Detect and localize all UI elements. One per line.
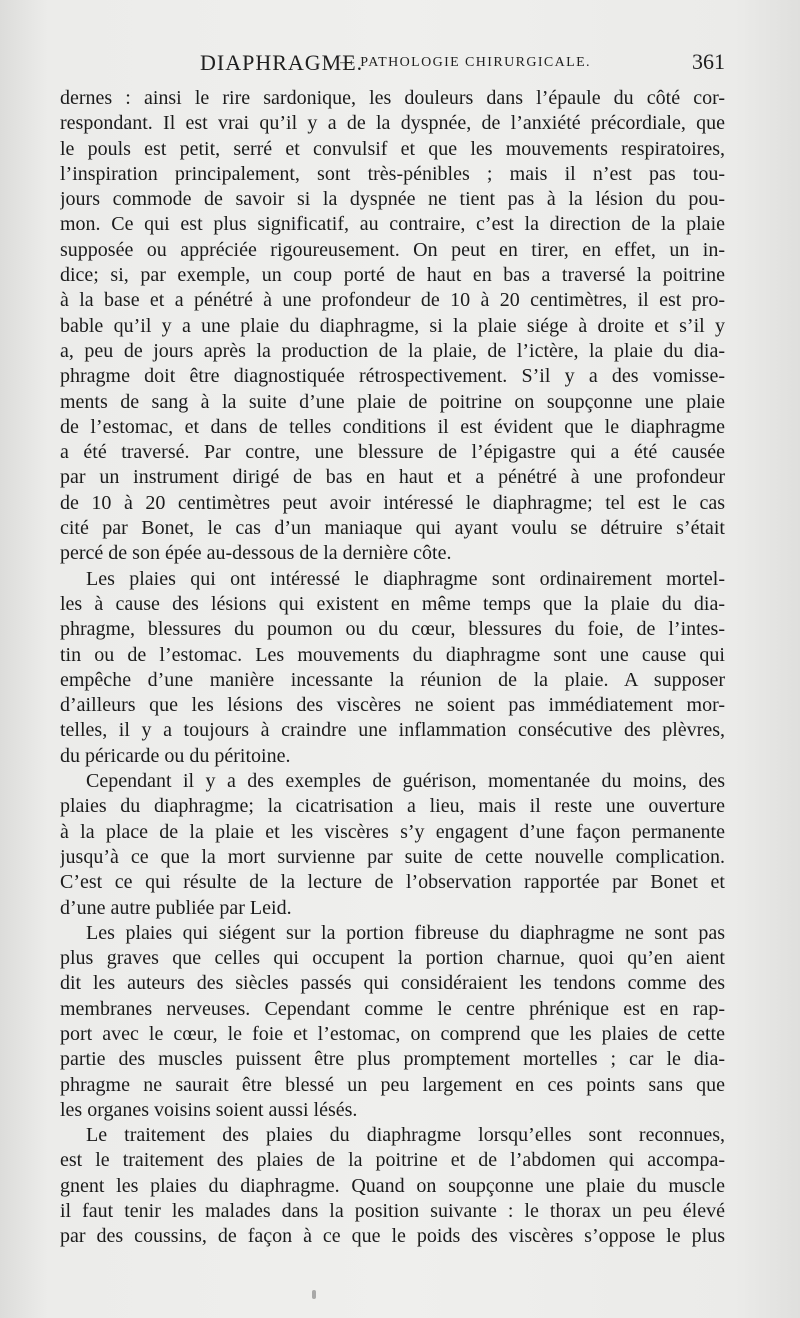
text-line: cité par Bonet, le cas d’un maniaque qui ayant voulu se détruire s’était: [60, 517, 725, 540]
text-line: percé de son épée au-dessous de la dernière côte.: [60, 542, 452, 565]
body-text: [60, 86, 725, 1250]
running-title: DIAPHRAGME.: [200, 50, 364, 75]
text-line: par des coussins, de façon à ce que le poids des viscères s’oppose le plus: [60, 1225, 725, 1248]
text-line: il faut tenir les malades dans la position suivante : le thorax un peu élevé: [60, 1200, 725, 1223]
text-line: Le traitement des plaies du diaphragme lorsqu’elles sont reconnues,: [86, 1124, 725, 1147]
text-line: respondant. Il est vrai qu’il y a de la dyspnée, de l’anxiété précordiale, que: [60, 112, 725, 135]
text-line: les à cause des lésions qui existent en même temps que la plaie du dia-: [60, 592, 725, 615]
text-line: tin ou de l’estomac. Les mouvements du diaphragme sont une cause qui: [60, 643, 725, 666]
text-line: de 10 à 20 centimètres peut avoir intéressé le diaphragme; tel est le cas: [60, 491, 725, 514]
text-line: ments de sang à la suite d’une plaie de poitrine on soupçonne une plaie: [60, 390, 725, 413]
text-line: dernes : ainsi le rire sardonique, les douleurs dans l’épaule du côté cor-: [60, 87, 725, 109]
text-line: port avec le cœur, le foie et l’estomac, on comprend que les plaies de cette: [60, 1022, 725, 1045]
ink-speck: [312, 1290, 316, 1299]
text-line: a, peu de jours après la production de la plaie, de l’ictère, la plaie du dia-: [60, 339, 725, 362]
text-line: a été traversé. Par contre, une blessure de l’épigastre qui a été causée: [60, 441, 725, 464]
text-line: empêche d’une manière incessante la réunion de la plaie. A supposer: [60, 668, 725, 691]
text-line: d’une autre publiée par Leid.: [60, 896, 292, 919]
text-line: d’ailleurs que les lésions des viscères ne soient pas immédiatement mor-: [60, 694, 725, 717]
text-line: Cependant il y a des exemples de guérison, momentanée du moins, des: [86, 770, 725, 793]
text-line: membranes nerveuses. Cependant comme le centre phrénique est en rap-: [60, 997, 725, 1020]
text-line: supposée ou appréciée rigoureusement. On peut en tirer, en effet, un in-: [60, 238, 725, 261]
text-line: le pouls est petit, serré et convulsif et que les mouvements respiratoires,: [60, 137, 725, 160]
text-line: par un instrument dirigé de bas en haut et a pénétré à une profondeur: [60, 466, 725, 489]
text-line: jours commode de savoir si la dyspnée ne tient pas à la lésion du pou-: [60, 188, 725, 211]
text-line: C’est ce qui résulte de la lecture de l’observation rapportée par Bonet et: [60, 871, 725, 894]
text-line: de l’estomac, et dans de telles conditions il est évident que le diaphragme: [60, 415, 725, 438]
text-line: l’inspiration principalement, sont très-pénibles ; mais il n’est pas tou-: [60, 162, 725, 185]
text-line: phragme doit être diagnostiquée rétrospectivement. S’il y a des vomisse-: [60, 365, 725, 388]
text-line: telles, il y a toujours à craindre une inflammation consécutive des plèvres,: [60, 719, 725, 742]
text-line: plus graves que celles qui occupent la portion charnue, quoi qu’en aient: [60, 947, 725, 970]
text-line: jusqu’à ce que la mort survienne par suite de cette nouvelle complication.: [60, 845, 725, 868]
text-line: les organes voisins soient aussi lésés.: [60, 1098, 358, 1121]
text-line: phragme ne saurait être blessé un peu largement en ces points sans que: [60, 1073, 725, 1096]
running-subtitle: — PATHOLOGIE CHIRURGICALE.: [340, 55, 591, 70]
text-line: partie des muscles puissent être plus promptement mortelles ; car le dia-: [60, 1048, 725, 1071]
text-line: dice; si, par exemple, un coup porté de haut en bas a traversé la poitrine: [60, 264, 725, 287]
text-line: est le traitement des plaies de la poitrine et de l’abdomen qui accompa-: [60, 1149, 725, 1172]
text-line: du péricarde ou du péritoine.: [60, 744, 291, 767]
text-line: plaies du diaphragme; la cicatrisation a lieu, mais il reste une ouverture: [60, 795, 725, 818]
text-line: dit les auteurs des siècles passés qui considéraient les tendons comme des: [60, 972, 725, 995]
text-line: phragme, blessures du poumon ou du cœur, blessures du foie, de l’intes-: [60, 618, 725, 641]
text-line: à la base et a pénétré à une profondeur de 10 à 20 centimètres, il est pro-: [60, 289, 725, 312]
text-line: gnent les plaies du diaphragme. Quand on soupçonne une plaie du muscle: [60, 1174, 725, 1197]
page-number: 361: [692, 49, 725, 74]
text-line: mon. Ce qui est plus significatif, au contraire, c’est la direction de la plaie: [60, 213, 725, 236]
text-line: Les plaies qui siégent sur la portion fibreuse du diaphragme ne sont pas: [86, 921, 725, 944]
running-header: [60, 46, 725, 80]
text-line: Les plaies qui ont intéressé le diaphragme sont ordinairement mortel-: [86, 567, 725, 590]
text-line: bable qu’il y a une plaie du diaphragme, si la plaie siége à droite et s’il y: [60, 314, 725, 337]
text-line: à la place de la plaie et les viscères s’y engagent d’une façon permanente: [60, 820, 725, 843]
